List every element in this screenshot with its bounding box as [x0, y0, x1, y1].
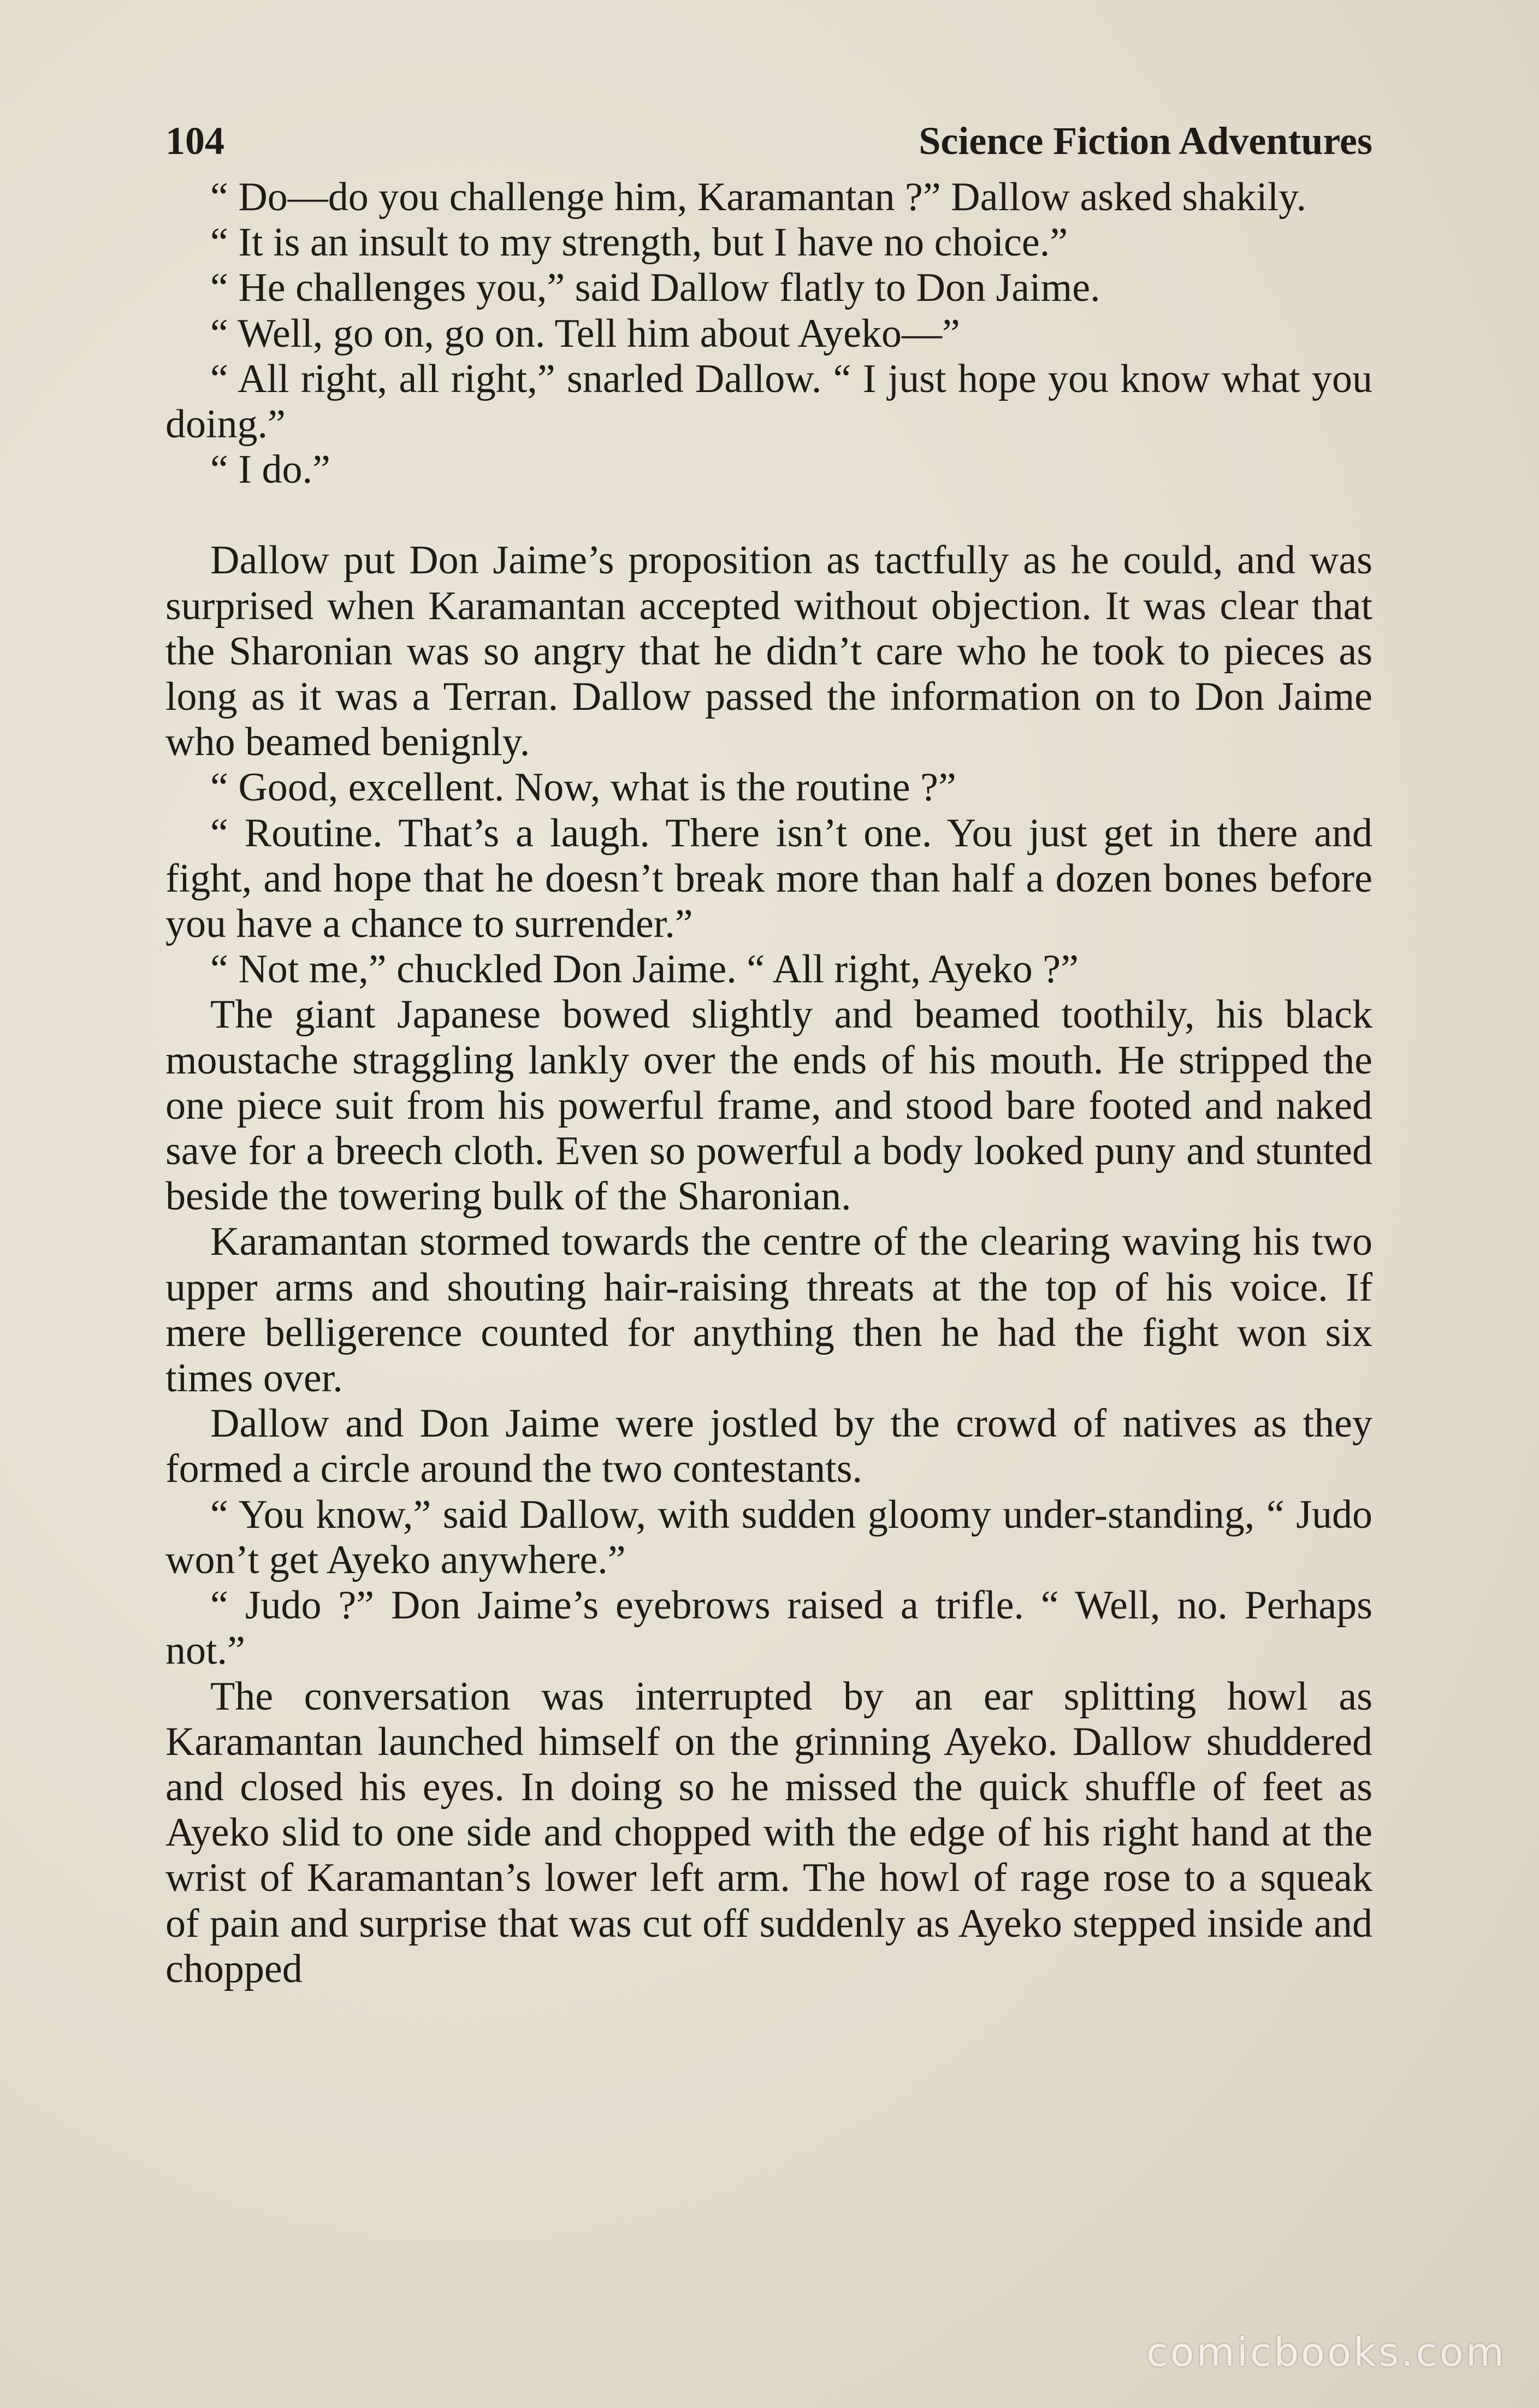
watermark: comicbooks.com [1146, 2329, 1506, 2375]
body-text [165, 175, 1372, 1992]
paragraph: Dallow and Don Jaime were jostled by the crowd of natives as they formed a circle around the two contestants. [165, 1401, 1372, 1492]
paragraph: “ All right, all right,” snarled Dallow. “ I just hope you know what you doing.” [165, 356, 1372, 447]
page-number: 104 [165, 119, 224, 163]
paragraph: The conversation was interrupted by an ear splitting howl as Karamantan launched himself on the grinning Ayeko. Dallow shuddered and closed his eyes. In doing so he missed the quick shuffle of feet as Ayeko slid to one side and chopped with the edge of his right hand at the wrist of Karamantan’s lower left arm. The howl of rage rose to a squeak of pain and surprise that was cut off suddenly as Ayeko stepped inside and chopped [165, 1674, 1372, 1991]
paragraph: “ Judo ?” Don Jaime’s eyebrows raised a trifle. “ Well, no. Perhaps not.” [165, 1583, 1372, 1674]
paragraph: “ Well, go on, go on. Tell him about Ayeko—” [210, 311, 960, 356]
paragraph: Dallow put Don Jaime’s proposition as tactfully as he could, and was surprised when Karamantan accepted without objection. It was clear that the Sharonian was so angry that he didn’t care who he took to pieces as long as it was a Terran. Dallow passed the information on to Don Jaime who beamed benignly. [165, 538, 1372, 765]
paragraph: Karamantan stormed towards the centre of the clearing waving his two upper arms and shouting hair-raising threats at the top of his voice. If mere belligerence counted for anything then he had the fight won six times over. [165, 1219, 1372, 1401]
paragraph: “ He challenges you,” said Dallow flatly to Don Jaime. [210, 265, 1100, 311]
paragraph: “ It is an insult to my strength, but I have no choice.” [210, 220, 1068, 265]
book-page [165, 121, 1372, 1992]
paragraph: “ Not me,” chuckled Don Jaime. “ All right, Ayeko ?” [210, 947, 1079, 992]
paragraph: “ I do.” [210, 447, 330, 493]
paragraph: “ Do—do you challenge him, Karamantan ?” Dallow asked shakily. [210, 175, 1306, 220]
paragraph: The giant Japanese bowed slightly and beamed toothily, his black moustache straggling lankly over the ends of his mouth. He stripped the one piece suit from his powerful frame, and stood bare footed and naked save for a breech cloth. Even so powerful a body looked puny and stunted beside the towering bulk of the Sharonian. [165, 992, 1372, 1219]
paragraph: “ Routine. That’s a laugh. There isn’t one. You just get in there and fight, and hope that he doesn’t break more than half a dozen bones before you have a chance to surrender.” [165, 810, 1372, 947]
paragraph: “ Good, excellent. Now, what is the routine ?” [210, 765, 956, 810]
running-title: Science Fiction Adventures [919, 119, 1372, 163]
paragraph: “ You know,” said Dallow, with sudden gloomy under-standing, “ Judo won’t get Ayeko anywhere.” [165, 1492, 1372, 1582]
page-header [165, 121, 1372, 161]
